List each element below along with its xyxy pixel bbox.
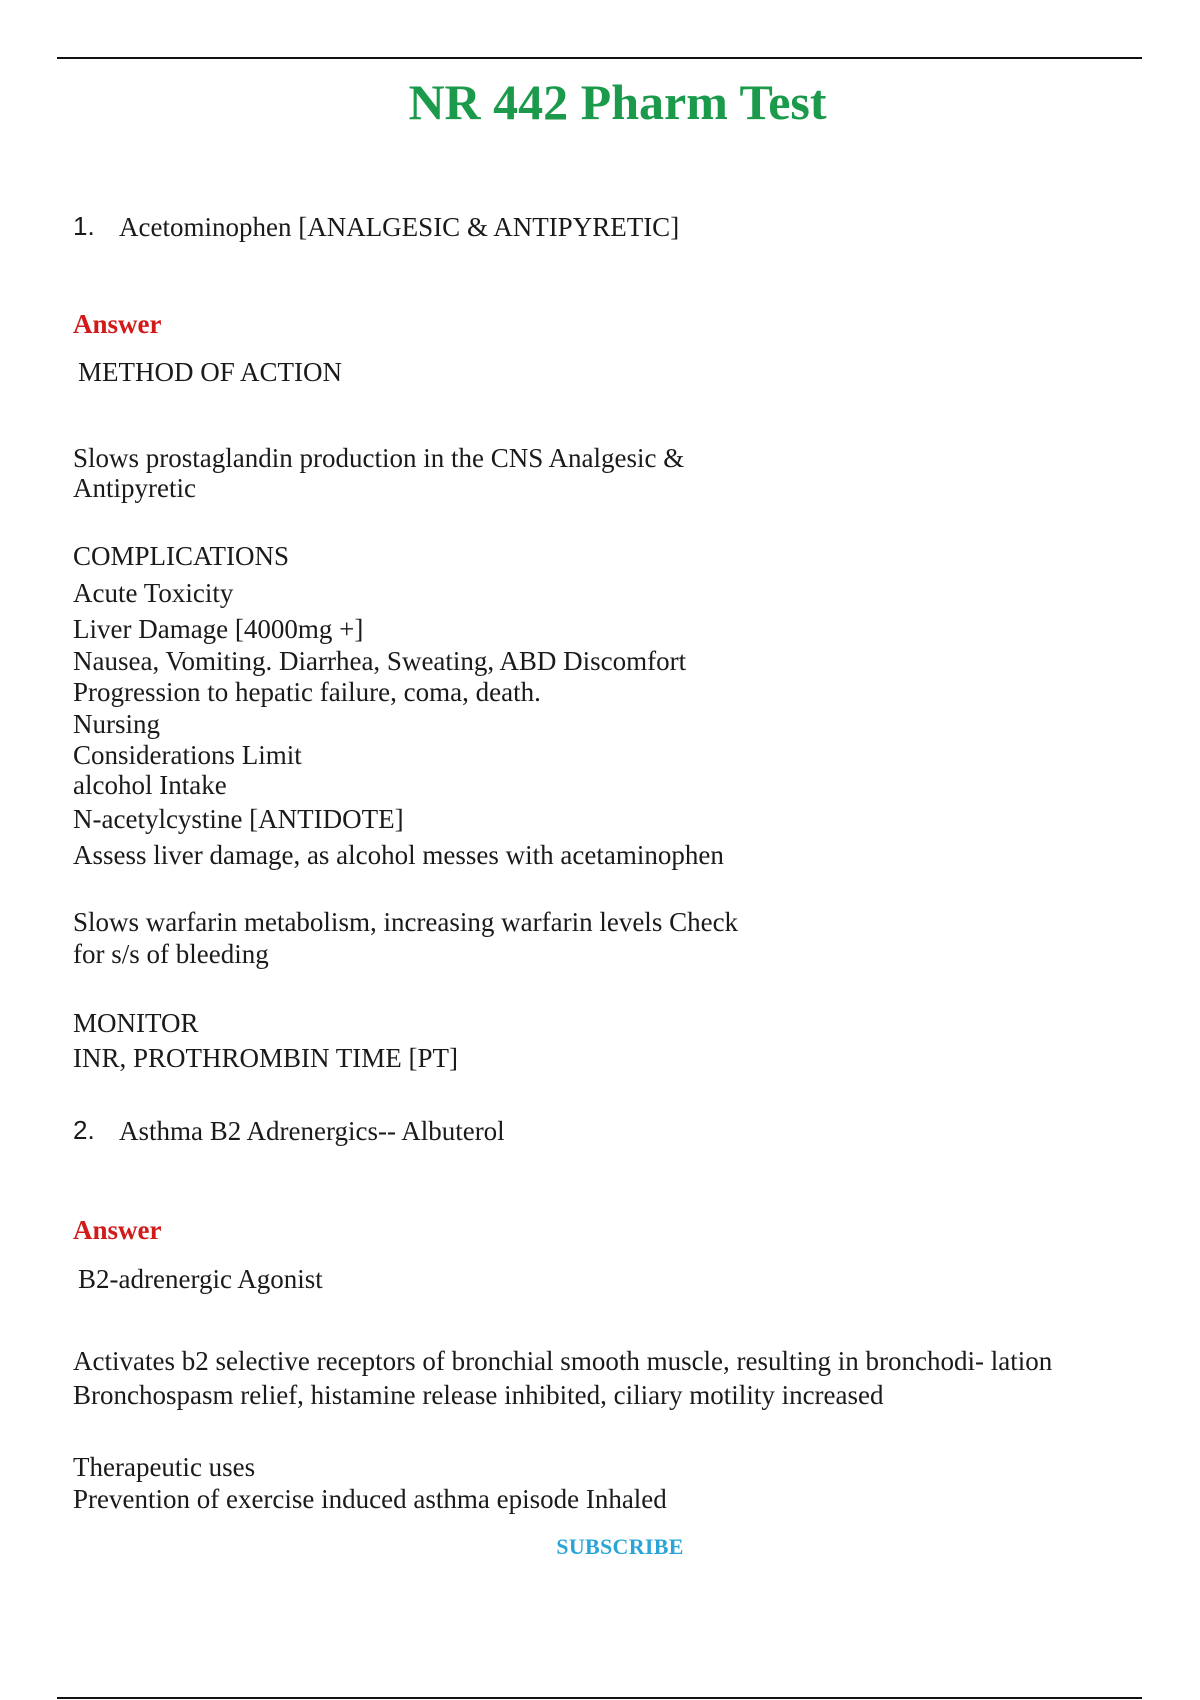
answer-line: Acute Toxicity	[73, 578, 234, 608]
answer-line: Prevention of exercise induced asthma episode Inhaled	[73, 1484, 667, 1514]
question-number: 1.	[73, 211, 95, 241]
answer-heading: B2-adrenergic Agonist	[78, 1264, 323, 1294]
answer-line: Considerations Limit	[73, 740, 302, 770]
answer-line: Bronchospasm relief, histamine release inhibited, ciliary motility increased	[73, 1380, 884, 1410]
answer-line: Progression to hepatic failure, coma, death.	[73, 677, 541, 707]
bottom-rule	[57, 1697, 1142, 1699]
answer-line: Activates b2 selective receptors of bronchial smooth muscle, resulting in bronchodi- lation	[73, 1346, 1053, 1376]
answer-line: Slows warfarin metabolism, increasing warfarin levels Check	[73, 907, 739, 937]
question-text: Asthma B2 Adrenergics-- Albuterol	[119, 1116, 505, 1146]
answer-line: Liver Damage [4000mg +]	[73, 614, 364, 644]
answer-line: Antipyretic	[73, 473, 196, 503]
answer-line: Slows prostaglandin production in the CNS Analgesic &	[73, 443, 685, 473]
answer-label: Answer	[73, 309, 162, 339]
answer-line: Assess liver damage, as alcohol messes with acetaminophen	[73, 840, 724, 870]
section-heading: Therapeutic uses	[73, 1452, 256, 1482]
answer-line: Nursing	[73, 709, 160, 739]
answer-line: Nausea, Vomiting. Diarrhea, Sweating, ABD Discomfort	[73, 646, 687, 676]
question-text: Acetominophen [ANALGESIC & ANTIPYRETIC]	[119, 212, 680, 242]
answer-line: for s/s of bleeding	[73, 939, 269, 969]
section-heading: COMPLICATIONS	[73, 541, 290, 571]
answer-line: INR, PROTHROMBIN TIME [PT]	[73, 1043, 459, 1073]
answer-line: N-acetylcystine [ANTIDOTE]	[73, 804, 404, 834]
answer-line: alcohol Intake	[73, 770, 227, 800]
subscribe-link[interactable]: SUBSCRIBE	[556, 1534, 684, 1559]
top-rule	[57, 57, 1142, 59]
answer-label: Answer	[73, 1215, 162, 1245]
answer-heading: METHOD OF ACTION	[78, 357, 343, 387]
document-title: NR 442 Pharm Test	[408, 74, 827, 130]
question-number: 2.	[73, 1115, 95, 1145]
section-heading: MONITOR	[73, 1008, 199, 1038]
